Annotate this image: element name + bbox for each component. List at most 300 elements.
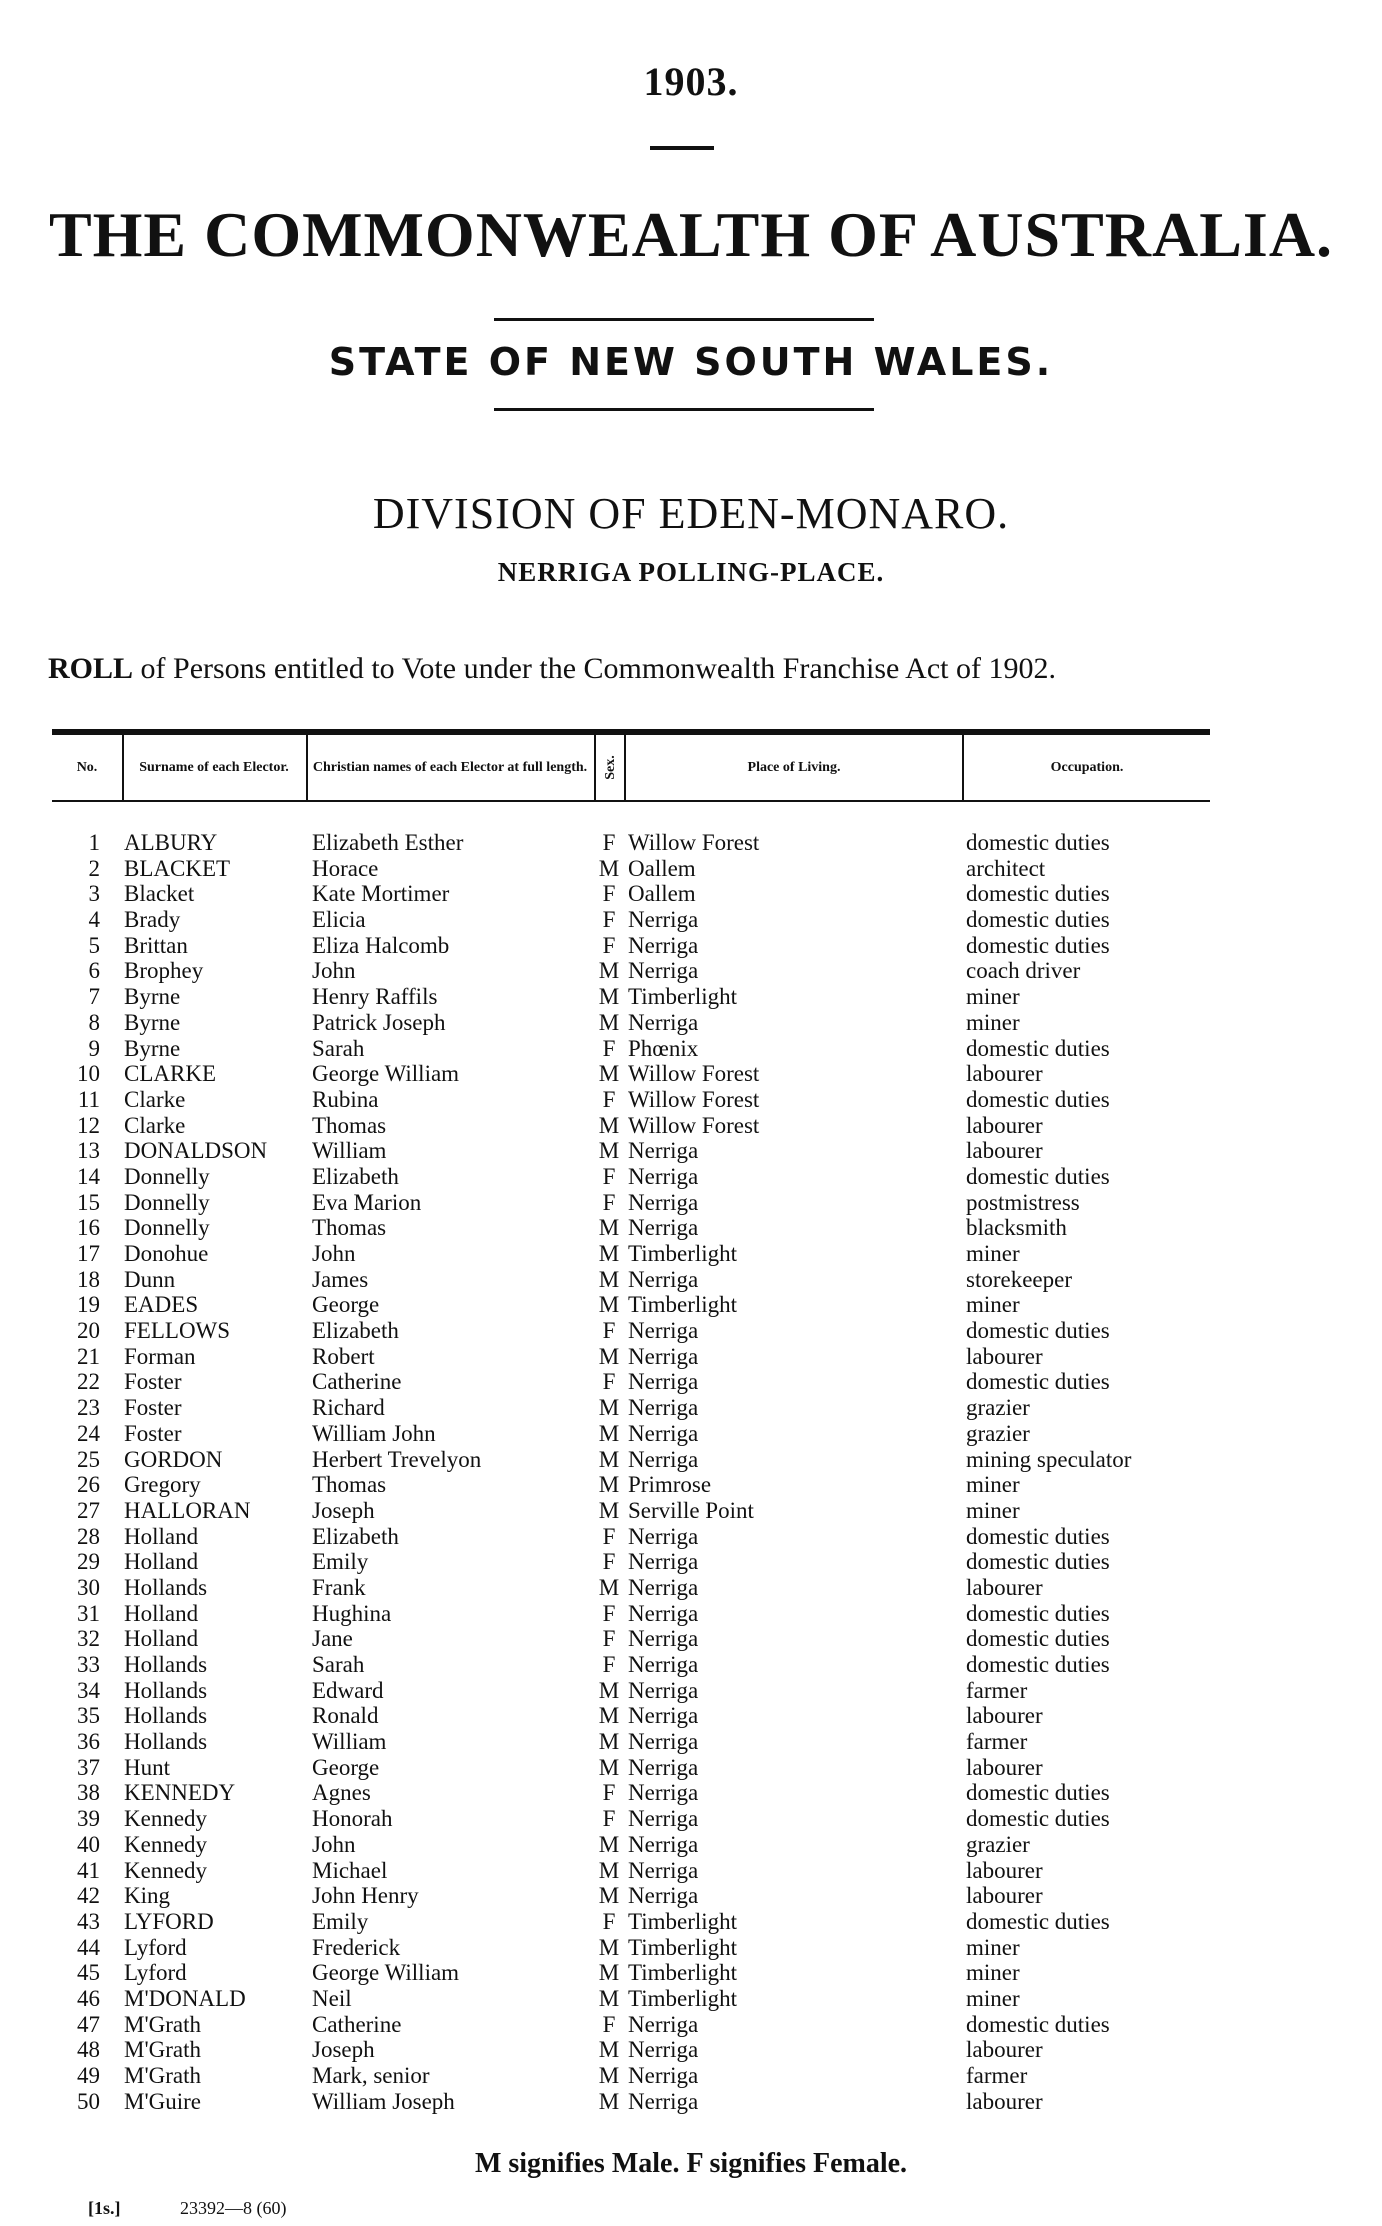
surname-cell: Holland [124, 1626, 199, 1652]
table-row [0, 1036, 1382, 1062]
place-cell: Nerriga [628, 1189, 699, 1215]
occupation-cell: labourer [966, 1703, 1043, 1729]
row-number: 40 [77, 1831, 100, 1857]
christian-names-cell: Joseph [312, 2037, 375, 2063]
surname-cell: Hollands [124, 1677, 208, 1703]
sex-cell: M [598, 1985, 620, 2011]
occupation-cell: postmistress [966, 1189, 1080, 1215]
table-row [0, 1267, 1382, 1293]
surname-cell: M'DONALD [124, 1985, 246, 2011]
place-cell: Timberlight [628, 1985, 738, 2011]
surname-cell: Hollands [124, 1703, 208, 1729]
table-row [0, 881, 1382, 907]
surname-cell: Lyford [124, 1934, 187, 1960]
surname-cell: M'Grath [124, 2011, 201, 2037]
surname-cell: CLARKE [124, 1061, 216, 1087]
sex-cell: M [598, 1934, 620, 1960]
sex-cell: M [598, 2063, 620, 2088]
place-cell: Nerriga [628, 1831, 699, 1857]
table-row [0, 1832, 1382, 1858]
place-cell: Phœnix [628, 1035, 699, 1061]
table-row [0, 1960, 1382, 1986]
occupation-cell: labourer [966, 2088, 1043, 2114]
table-row [0, 1318, 1382, 1344]
occupation-cell: farmer [966, 2063, 1028, 2088]
sex-cell: F [602, 2011, 616, 2037]
occupation-cell: miner [966, 1472, 1020, 1498]
occupation-cell: farmer [966, 1729, 1028, 1755]
table-row [0, 1858, 1382, 1884]
occupation-cell: miner [966, 1009, 1020, 1035]
sex-legend: M signifies Male. F signifies Female. [474, 2148, 908, 2179]
surname-cell: Blacket [124, 881, 195, 907]
sex-cell: F [602, 1908, 616, 1934]
surname-cell: Hollands [124, 1652, 208, 1677]
division-heading: DIVISION OF EDEN-MONARO. [372, 489, 1010, 538]
table-row [0, 1549, 1382, 1575]
roll-caption [48, 652, 1056, 686]
christian-names-cell: George William [312, 1061, 460, 1087]
table-row [0, 1909, 1382, 1935]
christian-names-cell: Catherine [312, 1369, 402, 1395]
table-row [0, 830, 1382, 856]
table-row [0, 984, 1382, 1010]
table-row [0, 1935, 1382, 1961]
sex-cell: M [598, 2088, 620, 2114]
christian-names-cell: John [312, 1831, 356, 1857]
occupation-cell: domestic duties [966, 1369, 1110, 1395]
surname-cell: M'Grath [124, 2063, 201, 2088]
sex-cell: M [598, 1472, 620, 1498]
table-row [0, 1986, 1382, 2012]
row-number: 39 [77, 1806, 100, 1832]
row-number: 5 [88, 932, 100, 958]
christian-names-cell: Emily [312, 1549, 369, 1575]
christian-names-cell: William John [312, 1420, 436, 1446]
sex-cell: F [602, 1163, 616, 1189]
place-cell: Nerriga [628, 1806, 699, 1832]
place-cell: Nerriga [628, 1574, 699, 1600]
table-row [0, 1061, 1382, 1087]
place-cell: Timberlight [628, 1292, 738, 1318]
christian-names-cell: Honorah [312, 1806, 393, 1832]
place-cell: Serville Point [628, 1497, 754, 1523]
surname-cell: ALBURY [124, 830, 218, 855]
sex-cell: M [598, 1677, 620, 1703]
table-row [0, 1241, 1382, 1267]
electoral-roll-table [0, 830, 1382, 2114]
table-row [0, 1703, 1382, 1729]
place-cell: Nerriga [628, 1163, 699, 1189]
sex-cell: F [602, 1780, 616, 1806]
place-cell: Nerriga [628, 1446, 699, 1472]
christian-names-cell: Rubina [312, 1086, 379, 1112]
row-number: 45 [77, 1960, 100, 1986]
table-row [0, 1087, 1382, 1113]
sex-cell: M [598, 855, 620, 881]
sex-cell: M [598, 1703, 620, 1729]
surname-cell: Foster [124, 1395, 182, 1421]
column-divider [306, 735, 308, 800]
occupation-cell: miner [966, 984, 1020, 1010]
row-number: 47 [77, 2011, 100, 2037]
row-number: 48 [77, 2037, 100, 2063]
row-number: 4 [88, 907, 100, 933]
row-number: 15 [77, 1189, 100, 1215]
sex-cell: F [602, 1035, 616, 1061]
row-number: 18 [77, 1266, 100, 1292]
row-number: 28 [77, 1523, 100, 1549]
table-row [0, 1344, 1382, 1370]
surname-cell: Donnelly [124, 1163, 210, 1189]
surname-cell: Byrne [124, 1009, 181, 1035]
surname-cell: Holland [124, 1549, 199, 1575]
occupation-cell: miner [966, 1292, 1020, 1318]
state-rule-bottom [494, 408, 874, 411]
row-number: 38 [77, 1780, 100, 1806]
sex-cell: M [598, 1883, 620, 1909]
surname-cell: FELLOWS [124, 1318, 231, 1344]
row-number: 7 [88, 984, 100, 1010]
christian-names-cell: Ronald [312, 1703, 379, 1729]
place-cell: Nerriga [628, 1883, 699, 1909]
table-row [0, 1292, 1382, 1318]
table-row [0, 1626, 1382, 1652]
christian-names-cell: Agnes [312, 1780, 371, 1806]
christian-names-cell: Michael [312, 1857, 388, 1883]
occupation-cell: miner [966, 1934, 1020, 1960]
christian-names-cell: Catherine [312, 2011, 402, 2037]
place-cell: Nerriga [628, 958, 699, 984]
row-number: 3 [88, 881, 100, 907]
row-number: 25 [77, 1446, 100, 1472]
surname-cell: LYFORD [124, 1908, 214, 1934]
sex-cell: M [598, 1395, 620, 1421]
table-row [0, 2063, 1382, 2089]
occupation-cell: labourer [966, 2037, 1043, 2063]
place-cell: Nerriga [628, 1729, 699, 1755]
christian-names-cell: George [312, 1292, 380, 1318]
table-row [0, 2012, 1382, 2038]
place-cell: Oallem [628, 881, 696, 907]
year-rule [650, 146, 714, 150]
christian-names-cell: Elicia [312, 907, 366, 933]
surname-cell: Hollands [124, 1729, 208, 1755]
sex-cell: M [598, 1497, 620, 1523]
column-header-sex: Sex. [602, 755, 618, 780]
row-number: 36 [77, 1729, 100, 1755]
place-cell: Primrose [628, 1472, 712, 1498]
sex-cell: M [598, 1729, 620, 1755]
occupation-cell: labourer [966, 1061, 1043, 1087]
row-number: 27 [77, 1497, 100, 1523]
sex-cell: M [598, 1266, 620, 1292]
christian-names-cell: Thomas [312, 1215, 387, 1241]
row-number: 43 [77, 1908, 100, 1934]
row-number: 42 [77, 1883, 100, 1909]
place-cell: Willow Forest [628, 1112, 760, 1138]
sex-cell: M [598, 1343, 620, 1369]
place-cell: Timberlight [628, 1241, 738, 1266]
row-number: 16 [77, 1215, 100, 1241]
christian-names-cell: Thomas [312, 1472, 387, 1498]
table-row [0, 1524, 1382, 1550]
surname-cell: HALLORAN [124, 1497, 251, 1523]
christian-names-cell: Horace [312, 855, 379, 881]
occupation-cell: domestic duties [966, 1523, 1110, 1549]
table-row [0, 2037, 1382, 2063]
sex-cell: M [598, 1857, 620, 1883]
place-cell: Nerriga [628, 1600, 699, 1626]
christian-names-cell: George [312, 1754, 380, 1780]
sex-cell: F [602, 1549, 616, 1575]
sex-cell: M [598, 1138, 620, 1164]
row-number: 17 [77, 1241, 100, 1266]
row-number: 20 [77, 1318, 100, 1344]
table-row [0, 1652, 1382, 1678]
row-number: 2 [88, 855, 100, 881]
row-number: 44 [77, 1934, 100, 1960]
occupation-cell: domestic duties [966, 1600, 1110, 1626]
surname-cell: Byrne [124, 984, 181, 1010]
sex-cell: F [602, 1806, 616, 1832]
place-cell: Willow Forest [628, 1086, 760, 1112]
sex-cell: F [602, 1189, 616, 1215]
occupation-cell: domestic duties [966, 1163, 1110, 1189]
surname-cell: Foster [124, 1369, 182, 1395]
place-cell: Nerriga [628, 1626, 699, 1652]
sex-cell: M [598, 958, 620, 984]
christian-names-cell: Joseph [312, 1497, 375, 1523]
row-number: 23 [77, 1395, 100, 1421]
table-row [0, 1780, 1382, 1806]
christian-names-cell: Elizabeth [312, 1163, 399, 1189]
sex-cell: F [602, 830, 616, 855]
sex-cell: F [602, 1600, 616, 1626]
occupation-cell: domestic duties [966, 1780, 1110, 1806]
place-cell: Nerriga [628, 907, 699, 933]
row-number: 30 [77, 1574, 100, 1600]
surname-cell: King [124, 1883, 170, 1909]
column-header-place: Place of Living. [747, 760, 841, 775]
surname-cell: EADES [124, 1292, 199, 1318]
christian-names-cell: William [312, 1729, 387, 1755]
christian-names-cell: Henry Raffils [312, 984, 438, 1010]
polling-place-heading: NERRIGA POLLING-PLACE. [497, 557, 885, 587]
occupation-cell: domestic duties [966, 1086, 1110, 1112]
place-cell: Nerriga [628, 1266, 699, 1292]
surname-cell: Gregory [124, 1472, 201, 1498]
row-number: 8 [88, 1009, 100, 1035]
sex-cell: M [598, 1215, 620, 1241]
place-cell: Nerriga [628, 1318, 699, 1344]
table-row [0, 1164, 1382, 1190]
occupation-cell: domestic duties [966, 1035, 1110, 1061]
table-header-bottom-rule [52, 800, 1210, 802]
occupation-cell: labourer [966, 1754, 1043, 1780]
christian-names-cell: Kate Mortimer [312, 881, 450, 907]
surname-cell: Kennedy [124, 1806, 208, 1832]
occupation-cell: labourer [966, 1343, 1043, 1369]
surname-cell: Forman [124, 1343, 196, 1369]
surname-cell: Donnelly [124, 1189, 210, 1215]
roll-text: of Persons entitled to Vote under the Commonwealth Franchise Act of 1902. [133, 652, 1056, 685]
column-header-christian-names: Christian names of each Elector at full length. [312, 760, 588, 775]
sex-cell: F [602, 1523, 616, 1549]
place-cell: Timberlight [628, 1960, 738, 1986]
place-cell: Timberlight [628, 1934, 738, 1960]
place-cell: Nerriga [628, 1395, 699, 1421]
christian-names-cell: Emily [312, 1908, 369, 1934]
year-heading: 1903. [643, 59, 739, 104]
surname-cell: Donnelly [124, 1215, 210, 1241]
surname-cell: Foster [124, 1420, 182, 1446]
sex-cell: M [598, 1112, 620, 1138]
occupation-cell: mining speculator [966, 1446, 1132, 1472]
footer-mark: [1s.] [88, 2198, 121, 2218]
footer-code: 23392—8 (60) [180, 2198, 287, 2218]
surname-cell: Holland [124, 1523, 199, 1549]
table-row [0, 1395, 1382, 1421]
row-number: 33 [77, 1652, 100, 1677]
occupation-cell: domestic duties [966, 1318, 1110, 1344]
table-row [0, 1806, 1382, 1832]
table-row [0, 933, 1382, 959]
row-number: 9 [88, 1035, 100, 1061]
sex-cell: M [598, 1292, 620, 1318]
occupation-cell: domestic duties [966, 1626, 1110, 1652]
row-number: 12 [77, 1112, 100, 1138]
sex-cell: F [602, 1652, 616, 1677]
christian-names-cell: Jane [312, 1626, 353, 1652]
place-cell: Timberlight [628, 1908, 738, 1934]
row-number: 50 [77, 2088, 100, 2114]
occupation-cell: labourer [966, 1574, 1043, 1600]
surname-cell: Kennedy [124, 1831, 208, 1857]
sex-cell: M [598, 1241, 620, 1266]
place-cell: Nerriga [628, 2037, 699, 2063]
row-number: 19 [77, 1292, 100, 1318]
occupation-cell: grazier [966, 1395, 1030, 1421]
surname-cell: Brophey [124, 958, 204, 984]
christian-names-cell: George William [312, 1960, 460, 1986]
surname-cell: Holland [124, 1600, 199, 1626]
occupation-cell: domestic duties [966, 932, 1110, 958]
surname-cell: KENNEDY [124, 1780, 236, 1806]
row-number: 37 [77, 1754, 100, 1780]
sex-cell: M [598, 1420, 620, 1446]
sex-cell: F [602, 1318, 616, 1344]
place-cell: Nerriga [628, 1703, 699, 1729]
surname-cell: Hollands [124, 1574, 208, 1600]
table-row [0, 1755, 1382, 1781]
place-cell: Nerriga [628, 1549, 699, 1575]
place-cell: Nerriga [628, 1652, 699, 1677]
place-cell: Willow Forest [628, 830, 760, 855]
table-row [0, 1421, 1382, 1447]
occupation-cell: domestic duties [966, 1549, 1110, 1575]
surname-cell: Hunt [124, 1754, 170, 1780]
column-header-surname: Surname of each Elector. [139, 760, 289, 775]
table-row [0, 1010, 1382, 1036]
occupation-cell: labourer [966, 1883, 1043, 1909]
christian-names-cell: Eliza Halcomb [312, 932, 450, 958]
row-number: 13 [77, 1138, 100, 1164]
place-cell: Nerriga [628, 2088, 699, 2114]
place-cell: Nerriga [628, 1857, 699, 1883]
table-row [0, 1447, 1382, 1473]
table-row [0, 1369, 1382, 1395]
surname-cell: Dunn [124, 1266, 176, 1292]
sex-cell: M [598, 1960, 620, 1986]
surname-cell: Clarke [124, 1112, 186, 1138]
column-divider [122, 735, 124, 800]
surname-cell: Brittan [124, 932, 188, 958]
row-number: 22 [77, 1369, 100, 1395]
occupation-cell: farmer [966, 1677, 1028, 1703]
occupation-cell: storekeeper [966, 1266, 1072, 1292]
place-cell: Nerriga [628, 932, 699, 958]
christian-names-cell: James [312, 1266, 369, 1292]
christian-names-cell: Thomas [312, 1112, 387, 1138]
occupation-cell: labourer [966, 1138, 1043, 1164]
row-number: 46 [77, 1985, 100, 2011]
christian-names-cell: Eva Marion [312, 1189, 422, 1215]
place-cell: Nerriga [628, 2011, 699, 2037]
table-row [0, 1498, 1382, 1524]
row-number: 26 [77, 1472, 100, 1498]
surname-cell: GORDON [124, 1446, 223, 1472]
row-number: 35 [77, 1703, 100, 1729]
state-heading: STATE OF NEW SOUTH WALES. [328, 340, 1054, 384]
row-number: 10 [77, 1061, 100, 1087]
occupation-cell: blacksmith [966, 1215, 1067, 1241]
place-cell: Nerriga [628, 1369, 699, 1395]
table-row [0, 1215, 1382, 1241]
place-cell: Willow Forest [628, 1061, 760, 1087]
occupation-cell: coach driver [966, 958, 1081, 984]
occupation-cell: miner [966, 1497, 1020, 1523]
occupation-cell: labourer [966, 1112, 1043, 1138]
occupation-cell: domestic duties [966, 907, 1110, 933]
document-title: THE COMMONWEALTH OF AUSTRALIA. [48, 199, 1334, 270]
surname-cell: DONALDSON [124, 1138, 268, 1164]
occupation-cell: domestic duties [966, 1908, 1110, 1934]
row-number: 41 [77, 1857, 100, 1883]
row-number: 29 [77, 1549, 100, 1575]
row-number: 31 [77, 1600, 100, 1626]
table-row [0, 1113, 1382, 1139]
row-number: 32 [77, 1626, 100, 1652]
table-row [0, 1138, 1382, 1164]
occupation-cell: miner [966, 1985, 1020, 2011]
row-number: 21 [77, 1343, 100, 1369]
table-row [0, 1472, 1382, 1498]
sex-cell: F [602, 1086, 616, 1112]
place-cell: Nerriga [628, 1677, 699, 1703]
table-row [0, 856, 1382, 882]
occupation-cell: miner [966, 1960, 1020, 1986]
row-number: 24 [77, 1420, 100, 1446]
sex-cell: M [598, 2037, 620, 2063]
christian-names-cell: Richard [312, 1395, 385, 1421]
sex-cell: F [602, 1626, 616, 1652]
column-header-occupation: Occupation. [1050, 760, 1124, 775]
christian-names-cell: Frank [312, 1574, 366, 1600]
sex-cell: F [602, 881, 616, 907]
christian-names-cell: Sarah [312, 1652, 365, 1677]
row-number: 1 [88, 830, 100, 855]
